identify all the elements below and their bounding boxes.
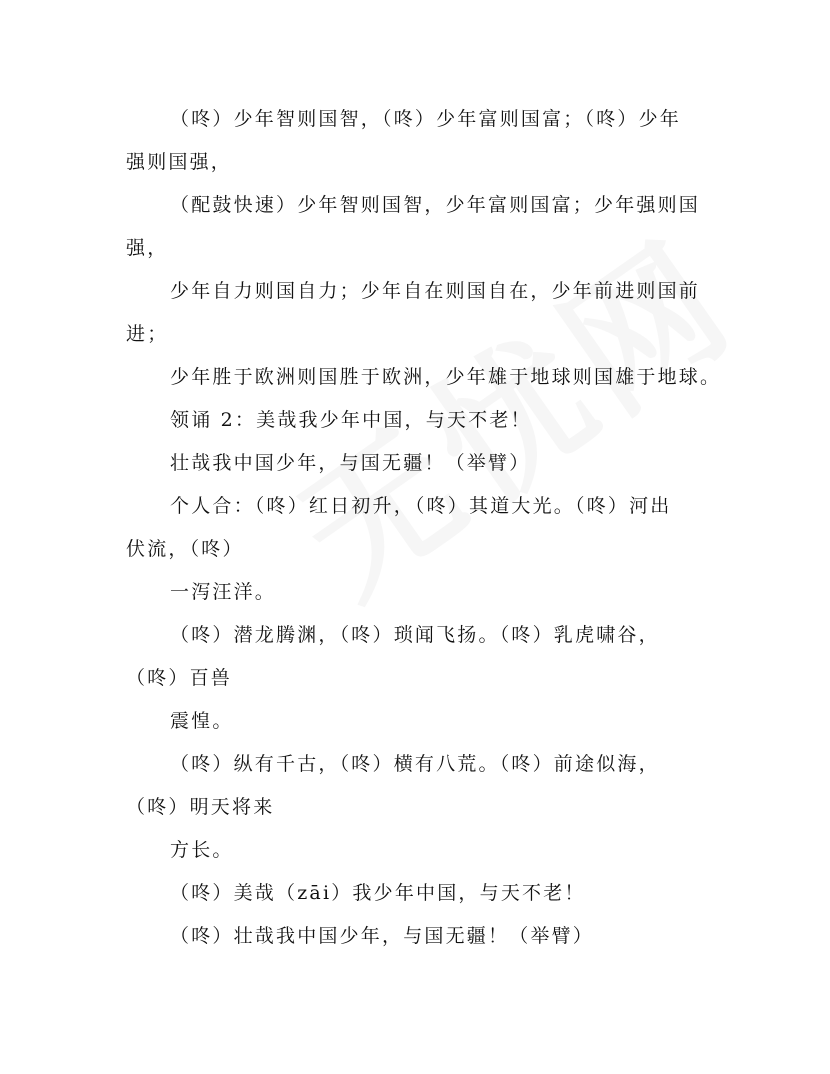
text-line: 一泻汪洋。 (170, 581, 277, 603)
text-line: 震惶。 (170, 710, 234, 732)
text-line: 个人合：（咚）红日初升，（咚）其道大光。（咚）河出 (170, 495, 672, 517)
text-line: （咚）美哉（zāi）我少年中国，与天不老！ (170, 882, 586, 904)
text-line: 伏流，（咚） (126, 538, 244, 560)
text-line: （咚）明天将来 (126, 796, 275, 818)
text-line: （咚）潜龙腾渊，（咚）琐闻飞扬。（咚）乳虎啸谷， (170, 624, 660, 646)
text-line: 少年胜于欧洲则国胜于欧洲，少年雄于地球则国雄于地球。 (170, 366, 722, 388)
text-line: 进； (126, 323, 169, 345)
text-line: （咚）壮哉我中国少年，与国无疆！（举臂） (170, 925, 595, 947)
text-line: （咚）百兽 (126, 667, 233, 689)
text-line: （咚）少年智则国智，（咚）少年富则国富；（咚）少年 (170, 108, 682, 130)
text-line: 少年自力则国自力；少年自在则国自在，少年前进则国前 (170, 280, 701, 302)
text-line: 方长。 (170, 839, 234, 861)
text-line: （咚）纵有千古，（咚）横有八荒。（咚）前途似海， (170, 753, 660, 775)
text-line: 领诵 2：美哉我少年中国，与天不老！ (170, 409, 532, 431)
text-line: （配鼓快速）少年智则国智，少年富则国富；少年强则国 (170, 194, 701, 216)
text-line: 强则国强， (126, 151, 233, 173)
text-line: 壮哉我中国少年，与国无疆！（举臂） (170, 452, 531, 474)
text-line: 强， (126, 237, 169, 259)
